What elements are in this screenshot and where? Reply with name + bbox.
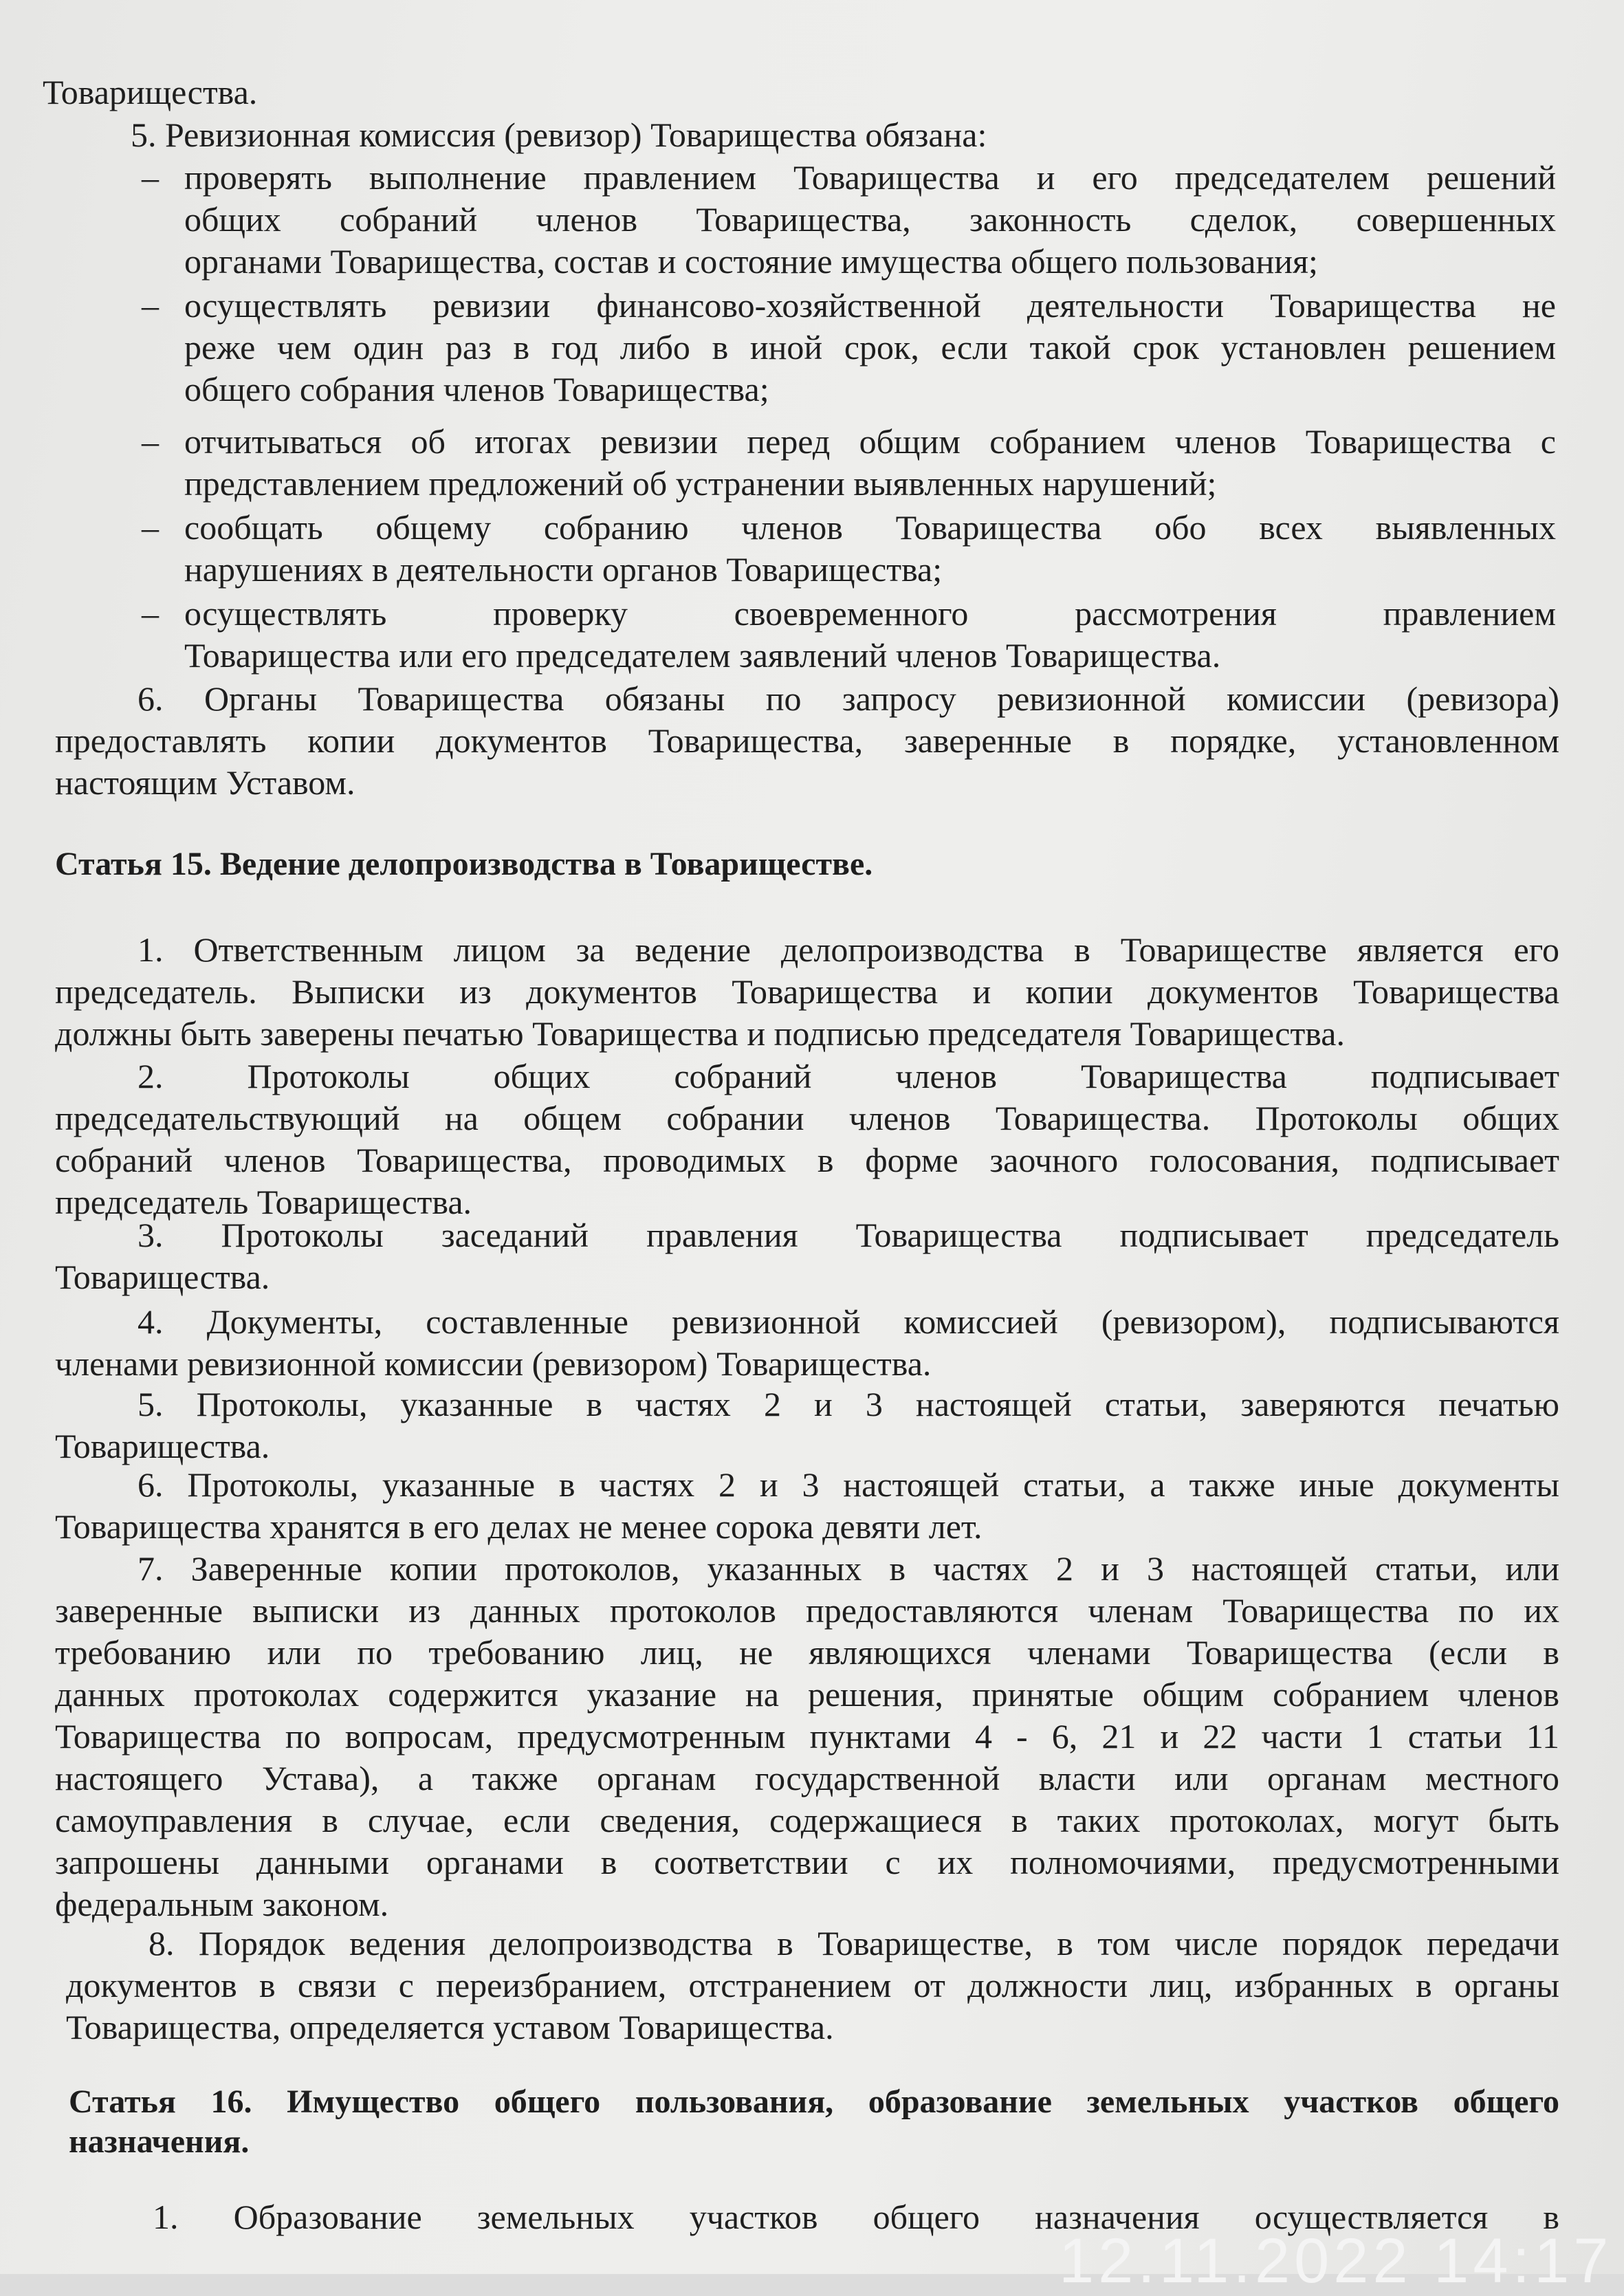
paragraph-line: 1. Образование земельных участков общего назначения осуществляется в (153, 2198, 1559, 2236)
paragraph-line: должны быть заверены печатью Товарищества и подписью председателя Товарищества. (55, 1014, 1345, 1053)
article-15-paragraph (55, 1301, 1559, 1385)
list-dash: – (142, 422, 159, 461)
paragraph-line: настоящим Уставом. (55, 763, 355, 802)
paragraph-line: 5. Протоколы, указанные в частях 2 и 3 настоящей статьи, заверяются печатью (138, 1385, 1559, 1423)
paragraph-line: настоящего Устава), а также органам государственной власти или органам местного (55, 1759, 1559, 1797)
article-15-paragraph (55, 929, 1559, 1055)
paragraph-line: 3. Протоколы заседаний правления Товарищества подписывает председатель (138, 1216, 1559, 1254)
list-item (142, 157, 1556, 283)
list-item-line: реже чем один раз в год либо в иной срок, если такой срок установлен решением (184, 328, 1556, 367)
paragraph-line: Товарищества хранятся в его делах не менее сорока девяти лет. (55, 1507, 983, 1546)
paragraph-line: данных протоколах содержится указание на решения, принятые общим собранием членов (55, 1675, 1559, 1714)
article-15-paragraph (55, 1056, 1559, 1223)
paragraph-line: заверенные выписки из данных протоколов предоставляются членам Товарищества по их (55, 1591, 1559, 1630)
article-16-title (69, 2082, 1559, 2162)
paragraph-line: собраний членов Товарищества, проводимых в форме заочного голосования, подписывает (55, 1141, 1559, 1179)
list-item-line: общих собраний членов Товарищества, законность сделок, совершенных (184, 200, 1556, 239)
paragraph-line: председатель Товарищества. (55, 1183, 472, 1221)
paragraph-line: Товарищества по вопросам, предусмотренным пунктами 4 - 6, 21 и 22 части 1 статьи 11 (55, 1717, 1559, 1756)
paragraph-line: требованию или по требованию лиц, не являющихся членами Товарищества (если в (55, 1633, 1559, 1672)
paragraph-line: федеральным законом. (55, 1885, 389, 1923)
paragraph-line: председатель. Выписки из документов Товарищества и копии документов Товарищества (55, 972, 1559, 1011)
paragraph-line: 6. Органы Товарищества обязаны по запросу ревизионной комиссии (ревизора) (138, 679, 1559, 718)
list-dash: – (142, 594, 159, 633)
list-item-line: представлением предложений об устранении выявленных нарушений; (184, 464, 1217, 503)
paragraph-line: Товарищества. (55, 1258, 270, 1296)
list-item-line: проверять выполнение правлением Товарищества и его председателем решений (184, 158, 1556, 197)
list-item-line: органами Товарищества, состав и состояние имущества общего пользования; (184, 242, 1318, 281)
list-item-line: осуществлять ревизии финансово-хозяйственной деятельности Товарищества не (184, 286, 1556, 325)
paragraph-line: 1. Ответственным лицом за ведение делопроизводства в Товариществе является его (138, 930, 1559, 969)
paragraph-line: 4. Документы, составленные ревизионной комиссией (ревизором), подписываются (138, 1302, 1559, 1341)
list-item-line: отчитываться об итогах ревизии перед общим собранием членов Товарищества с (184, 422, 1556, 461)
item-5-intro: 5. Ревизионная комиссия (ревизор) Товарищества обязана: (131, 116, 987, 154)
paragraph-line: 6. Протоколы, указанные в частях 2 и 3 настоящей статьи, а также иные документы (138, 1465, 1559, 1504)
paragraph-line: 2. Протоколы общих собраний членов Товарищества подписывает (138, 1057, 1559, 1095)
title-line: назначения. (69, 2123, 250, 2160)
paragraph-line: запрошены данными органами в соответствии с их полномочиями, предусмотренными (55, 1843, 1559, 1881)
list-item-line: Товарищества или его председателем заявлений членов Товарищества. (184, 636, 1221, 675)
title-line: Статья 16. Имущество общего пользования, образование земельных участков общего (69, 2084, 1559, 2120)
paragraph-line: документов в связи с переизбранием, отстранением от должности лиц, избранных в органы (66, 1966, 1559, 2004)
list-dash: – (142, 286, 159, 325)
article-15-paragraph (55, 1384, 1559, 1467)
article-15-paragraph (55, 1548, 1559, 1925)
paragraph-line: Товарищества. (55, 1427, 270, 1465)
paragraph-line: Товарищества, определяется уставом Товарищества. (66, 2008, 834, 2046)
paragraph-line: самоуправления в случае, если сведения, содержащиеся в таких протоколах, могут быть (55, 1801, 1559, 1839)
list-item-line: сообщать общему собранию членов Товарищества обо всех выявленных (184, 508, 1556, 547)
list-dash: – (142, 158, 159, 197)
list-dash: – (142, 508, 159, 547)
item-6-paragraph (55, 678, 1559, 804)
article-15-paragraph (55, 1464, 1559, 1548)
paragraph-line: членами ревизионной комиссии (ревизором) Товарищества. (55, 1344, 932, 1383)
list-item (142, 285, 1556, 411)
article-15-title: Статья 15. Ведение делопроизводства в Товариществе. (55, 846, 873, 882)
list-item (142, 593, 1556, 677)
list-item (142, 421, 1556, 505)
list-item-line: осуществлять проверку своевременного рассмотрения правлением (184, 594, 1556, 633)
photo-timestamp: 12.11.2022 14:17 (1059, 2226, 1613, 2296)
paragraph-line: председательствующий на общем собрании членов Товарищества. Протоколы общих (55, 1099, 1559, 1137)
paragraph-line: 7. Заверенные копии протоколов, указанных в частях 2 и 3 настоящей статьи, или (138, 1549, 1559, 1588)
article-15-paragraph (66, 1923, 1559, 2048)
list-item-line: нарушениях в деятельности органов Товарищества; (184, 550, 943, 589)
paragraph-line: 8. Порядок ведения делопроизводства в Товариществе, в том числе порядок передачи (149, 1924, 1559, 1962)
article-15-paragraph (55, 1214, 1559, 1298)
list-item (142, 507, 1556, 591)
prev-paragraph-tail: Товарищества. (43, 73, 258, 111)
paragraph-line: предоставлять копии документов Товарищества, заверенные в порядке, установленном (55, 721, 1559, 760)
list-item-line: общего собрания членов Товарищества; (184, 370, 769, 408)
